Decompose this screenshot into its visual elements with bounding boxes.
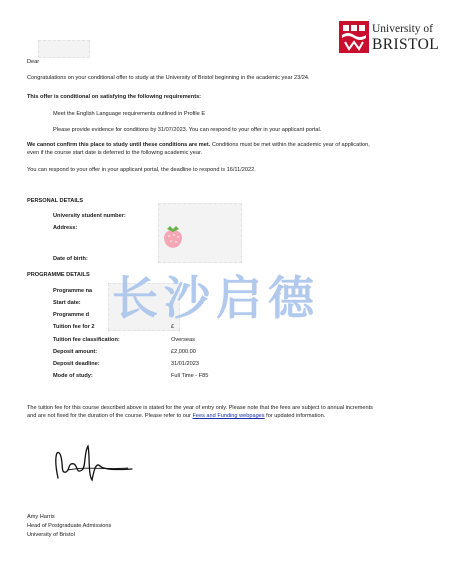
- signatory-title: Head of Postgraduate Admissions: [27, 523, 112, 529]
- confirm-line-1: [27, 142, 370, 149]
- programme-row-value: 31/01/2023: [171, 361, 199, 367]
- requirement-2: Please provide evidence for conditions by 31/07/2023. You can respond to your offer in your applicant portal.: [53, 127, 322, 133]
- conditional-heading: This offer is conditional on satisfying the following requirements:: [27, 94, 202, 100]
- strawberry-icon: [160, 224, 186, 252]
- greeting: Dear: [27, 59, 40, 65]
- confirm-rest-1: Conditions must be met within the academic year of application,: [210, 142, 370, 148]
- bristol-crest-icon: [339, 21, 369, 53]
- programme-details-heading: PROGRAMME DETAILS: [27, 272, 90, 278]
- respond-text: You can respond to your offer in your applicant portal, the deadline to respond is 16/11/2022.: [27, 167, 256, 173]
- redacted-name: [38, 40, 90, 58]
- dob-label: Date of birth:: [53, 256, 88, 262]
- university-logo: [339, 21, 449, 55]
- signatory-org: University of Bristol: [27, 532, 75, 538]
- programme-row-label: Programme d: [53, 312, 90, 318]
- programme-row-label: Programme na: [53, 288, 93, 294]
- personal-details-heading: PERSONAL DETAILS: [27, 198, 84, 204]
- watermark: 长沙启德: [112, 271, 320, 325]
- fee-note-text-end: for updated information.: [264, 413, 326, 419]
- fees-funding-link[interactable]: Fees and Funding webpages: [192, 413, 265, 419]
- student-number-label: University student number:: [53, 213, 126, 219]
- programme-row-label: Deposit amount:: [53, 349, 98, 355]
- requirement-1: Meet the English Language requirements outlined in Profile E: [53, 111, 206, 117]
- programme-row-label: Deposit deadline:: [53, 361, 100, 367]
- confirm-bold: We cannot confirm this place to study until these conditions are met.: [27, 142, 211, 148]
- programme-row-value: £: [171, 324, 175, 330]
- programme-row-label: Start date:: [53, 300, 81, 306]
- programme-row-value: Full Time - F85: [171, 373, 209, 379]
- programme-row-value: £2,000.00: [171, 349, 196, 355]
- fee-note-text: and are not fixed for the duration of the course. Please refer to our: [27, 413, 193, 419]
- programme-row-label: Tuition fee for 2: [53, 324, 95, 330]
- fee-note-line-2: [27, 413, 325, 420]
- programme-row-label: Tuition fee classification:: [53, 337, 120, 343]
- address-label: Address:: [53, 225, 78, 231]
- programme-row-label: Mode of study:: [53, 373, 93, 379]
- programme-row-value: Overseas: [171, 337, 195, 343]
- logo-line-1: University of: [372, 23, 434, 35]
- signature-icon: [48, 440, 138, 486]
- intro-text: Congratulations on your conditional offer to study at the University of Bristol beginning in the academic year 23/24.: [27, 75, 310, 81]
- signatory-name: Amy Harris: [27, 514, 55, 520]
- logo-line-2: BRISTOL: [372, 36, 440, 53]
- fee-note-line-1: The tuition fee for this course described above is stated for the year of entry only. Please note that the fees are subject to annual increments: [27, 405, 373, 411]
- confirm-line-2: even if the course start date is deferred to the following academic year.: [27, 150, 203, 156]
